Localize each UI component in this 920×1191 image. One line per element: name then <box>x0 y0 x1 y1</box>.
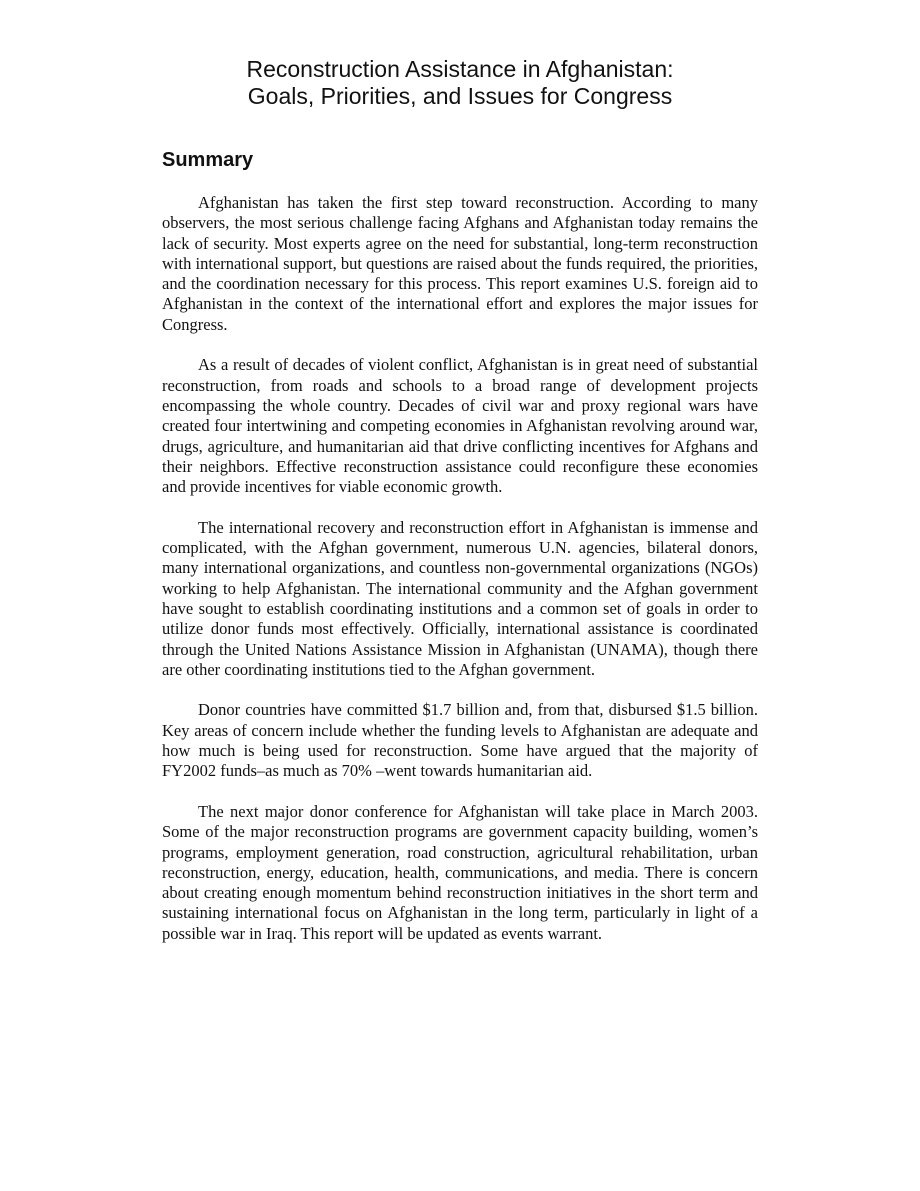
title-line-1: Reconstruction Assistance in Afghanistan: <box>246 56 674 82</box>
title-line-2: Goals, Priorities, and Issues for Congress <box>247 83 673 109</box>
summary-heading: Summary <box>162 149 254 171</box>
summary-paragraph-4: Donor countries have committed $1.7 billion and, from that, disbursed $1.5 billion. Key areas of concern include whether the funding levels to Afghanistan are adequate and how much is being used for reconstruction. Some have argued that the majority of FY2002 funds–as much as 70% –went towards humanitarian aid. <box>162 700 758 781</box>
summary-body <box>162 193 758 964</box>
summary-paragraph-3: The international recovery and reconstruction effort in Afghanistan is immense and complicated, with the Afghan government, numerous U.N. agencies, bilateral donors, many international organizations, and countless non-governmental organizations (NGOs) working to help Afghanistan. The international community and the Afghan government have sought to establish coordinating institutions and a common set of goals in order to utilize donor funds most effectively. Officially, international assistance is coordinated through the United Nations Assistance Mission in Afghanistan (UNAMA), though there are other coordinating institutions tied to the Afghan government. <box>162 517 758 679</box>
summary-paragraph-2: As a result of decades of violent conflict, Afghanistan is in great need of substantial reconstruction, from roads and schools to a broad range of development projects encompassing the whole country. Decades of civil war and proxy regional wars have created four intertwining and competing economies in Afghanistan revolving around war, drugs, agriculture, and humanitarian aid that drive conflicting incentives for Afghans and their neighbors. Effective reconstruction assistance could reconfigure these economies and provide incentives for viable economic growth. <box>162 355 758 497</box>
summary-paragraph-1: Afghanistan has taken the first step toward reconstruction. According to many observers, the most serious challenge facing Afghans and Afghanistan today remains the lack of security. Most experts agree on the need for substantial, long-term reconstruction with international support, but questions are raised about the funds required, the priorities, and the coordination necessary for this process. This report examines U.S. foreign aid to Afghanistan in the context of the international effort and explores the major issues for Congress. <box>162 193 758 334</box>
summary-paragraph-5: The next major donor conference for Afghanistan will take place in March 2003. Some of the major reconstruction programs are government capacity building, women’s programs, employment generation, road construction, agricultural rehabilitation, urban reconstruction, energy, education, health, communications, and media. There is concern about creating enough momentum behind reconstruction initiatives in the short term and sustaining international focus on Afghanistan in the long term, particularly in light of a possible war in Iraq. This report will be updated as events warrant. <box>162 801 758 943</box>
document-title <box>160 56 760 110</box>
